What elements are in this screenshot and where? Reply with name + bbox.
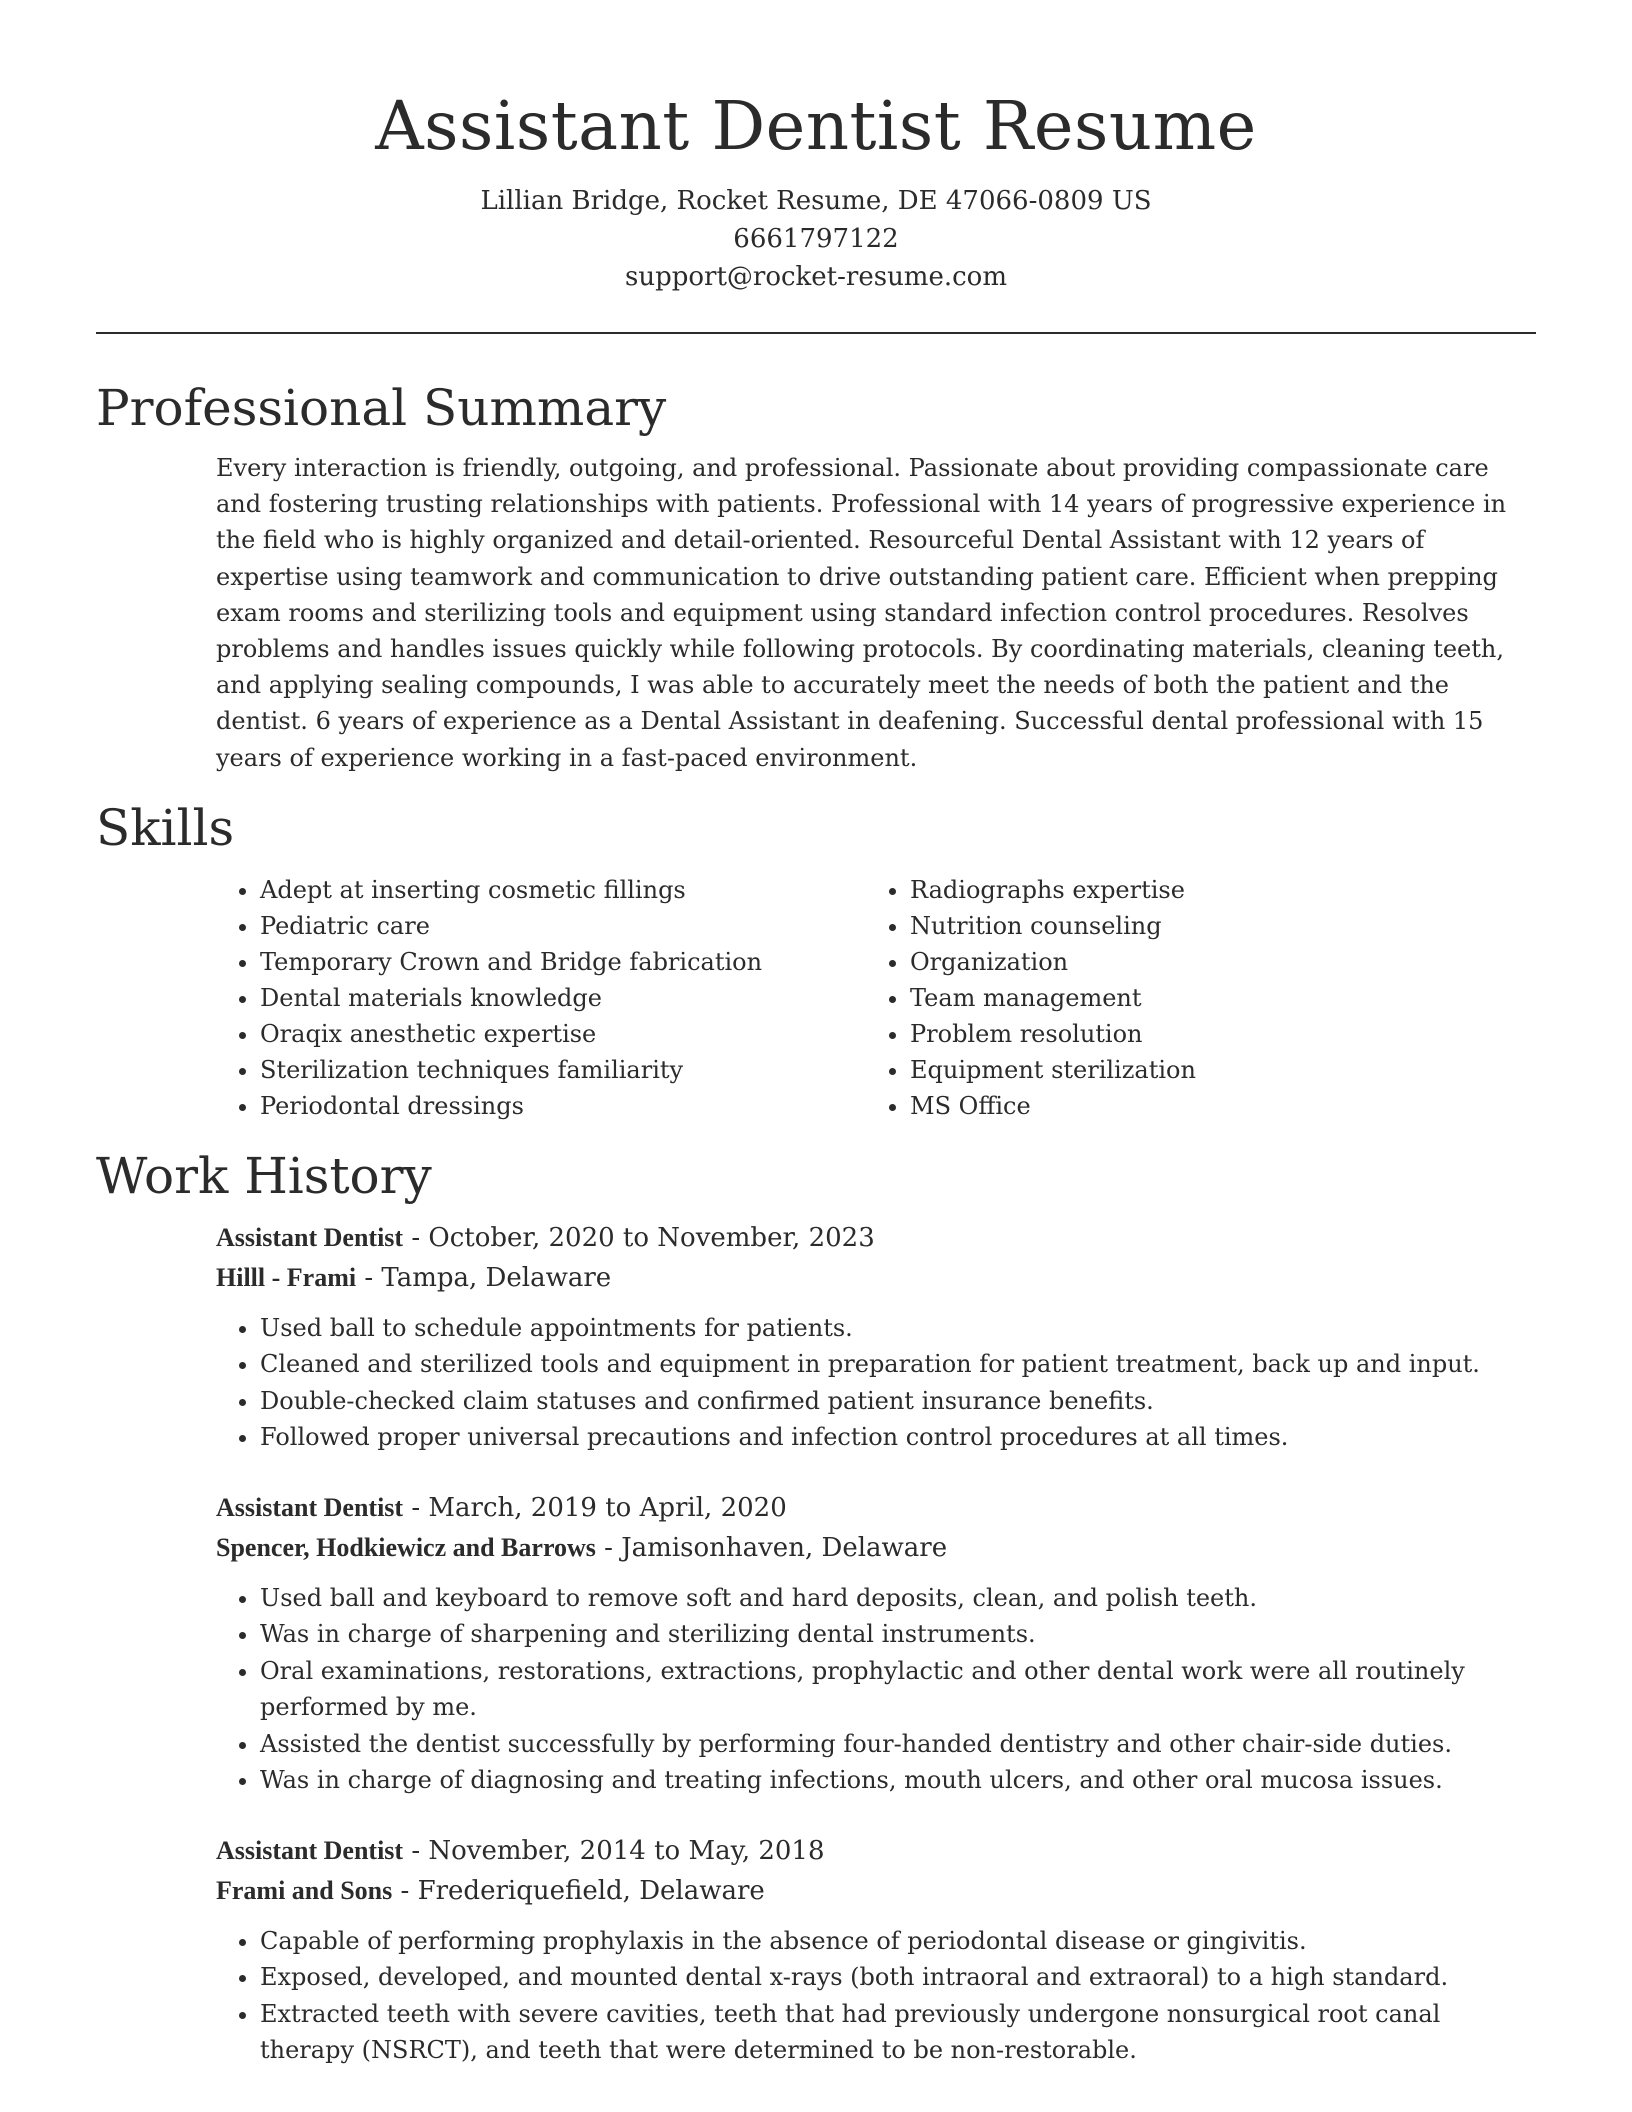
job-bullet: • Used ball and keyboard to remove soft and hard deposits, clean, and polish teeth. — [260, 1580, 1536, 1617]
summary-section — [96, 378, 1536, 776]
skill-item: • MS Office — [910, 1088, 1510, 1124]
job-bullets — [216, 1310, 1536, 1456]
job-location: - Frederiquefield, Delaware — [392, 1875, 765, 1906]
skill-item: • Nutrition counseling — [910, 908, 1510, 944]
job-company-line — [216, 1258, 1536, 1298]
job-title-line — [216, 1831, 1536, 1871]
skills-grid — [216, 872, 1536, 1124]
skill-item: • Adept at inserting cosmetic fillings — [260, 872, 866, 908]
header-divider — [96, 332, 1536, 334]
skills-right-column — [866, 872, 1510, 1124]
job-bullet: • Assisted the dentist successfully by performing four-handed dentistry and other chair-side duties. — [260, 1726, 1536, 1763]
job-bullets — [216, 1580, 1536, 1799]
job-entry — [216, 1831, 1536, 2069]
job-bullet: • Cleaned and sterilized tools and equipment in preparation for patient treatment, back up and input. — [260, 1346, 1536, 1383]
job-entry — [216, 1218, 1536, 1456]
contact-phone: 6661797122 — [733, 224, 899, 254]
skill-item: • Equipment sterilization — [910, 1052, 1510, 1088]
job-company: Spencer, Hodkiewicz and Barrows — [216, 1532, 596, 1562]
contact-address: Lillian Bridge, Rocket Resume, DE 47066-0809 US — [480, 186, 1152, 216]
job-bullet: • Followed proper universal precautions and infection control procedures at all times. — [260, 1419, 1536, 1456]
skill-item: • Problem resolution — [910, 1016, 1510, 1052]
job-company-line — [216, 1871, 1536, 1911]
skill-item: • Organization — [910, 944, 1510, 980]
job-dates: - November, 2014 to May, 2018 — [403, 1835, 825, 1866]
skill-item: • Temporary Crown and Bridge fabrication — [260, 944, 866, 980]
job-title-line — [216, 1218, 1536, 1258]
job-bullet: • Was in charge of sharpening and sterilizing dental instruments. — [260, 1616, 1536, 1653]
job-bullet: • Extracted teeth with severe cavities, teeth that had previously undergone nonsurgical root canal therapy (NSRCT), and teeth that were determined to be non-restorable. — [260, 1996, 1536, 2069]
job-company-line — [216, 1528, 1536, 1568]
resume-page — [96, 0, 1536, 2069]
skill-item: • Oraqix anesthetic expertise — [260, 1016, 866, 1052]
skills-left-column — [216, 872, 866, 1124]
work-history-heading: Work History — [96, 1146, 432, 1205]
job-bullet: • Used ball to schedule appointments for patients. — [260, 1310, 1536, 1347]
job-bullet: • Oral examinations, restorations, extractions, prophylactic and other dental work were all routinely performed by me. — [260, 1653, 1536, 1726]
job-bullet: • Capable of performing prophylaxis in the absence of periodontal disease or gingivitis. — [260, 1923, 1536, 1960]
skill-item: • Pediatric care — [260, 908, 866, 944]
job-company: Hilll - Frami — [216, 1262, 357, 1292]
job-title: Assistant Dentist — [216, 1492, 404, 1522]
job-bullet: • Exposed, developed, and mounted dental x-rays (both intraoral and extraoral) to a high standard. — [260, 1959, 1536, 1996]
skill-item: • Radiographs expertise — [910, 872, 1510, 908]
work-history-section — [96, 1146, 1536, 2069]
skill-item: • Sterilization techniques familiarity — [260, 1052, 866, 1088]
job-title: Assistant Dentist — [216, 1835, 404, 1865]
skills-section — [96, 798, 1536, 1124]
job-entry — [216, 1488, 1536, 1799]
job-bullet: • Double-checked claim statuses and confirmed patient insurance benefits. — [260, 1383, 1536, 1420]
contact-email: support@rocket-resume.com — [624, 262, 1007, 292]
skill-item: • Team management — [910, 980, 1510, 1016]
job-company: Frami and Sons — [216, 1875, 393, 1905]
summary-text: Every interaction is friendly, outgoing, and professional. Passionate about providing compassionate care and fostering trusting relationships with patients. Professional with 14 years of progressive experience in the field who is highly organized and detail-oriented. Resourceful Dental Assistant with 12 years of expertise using teamwork and communication to drive outstanding patient care. Efficient when prepping exam rooms and sterilizing tools and equipment using standard infection control procedures. Resolves problems and handles issues quickly while following protocols. By coordinating materials, cleaning teeth, and applying sealing compounds, I was able to accurately meet the needs of both the patient and the dentist. 6 years of experience as a Dental Assistant in deafening. Successful dental professional with 15 years of experience working in a fast-paced environment. — [216, 454, 1507, 772]
job-dates: - March, 2019 to April, 2020 — [403, 1492, 787, 1523]
job-title-line — [216, 1488, 1536, 1528]
summary-heading: Professional Summary — [96, 379, 667, 437]
skill-item: • Dental materials knowledge — [260, 980, 866, 1016]
resume-header — [96, 0, 1536, 296]
job-title: Assistant Dentist — [216, 1222, 404, 1252]
job-bullets — [216, 1923, 1536, 2069]
job-bullet: • Was in charge of diagnosing and treating infections, mouth ulcers, and other oral mucosa issues. — [260, 1762, 1536, 1799]
skills-heading: Skills — [96, 798, 235, 857]
skill-item: • Periodontal dressings — [260, 1088, 866, 1124]
job-dates: - October, 2020 to November, 2023 — [403, 1222, 875, 1253]
job-location: - Tampa, Delaware — [356, 1262, 612, 1293]
job-location: - Jamisonhaven, Delaware — [595, 1532, 948, 1563]
resume-title: Assistant Dentist Resume — [375, 87, 1257, 165]
